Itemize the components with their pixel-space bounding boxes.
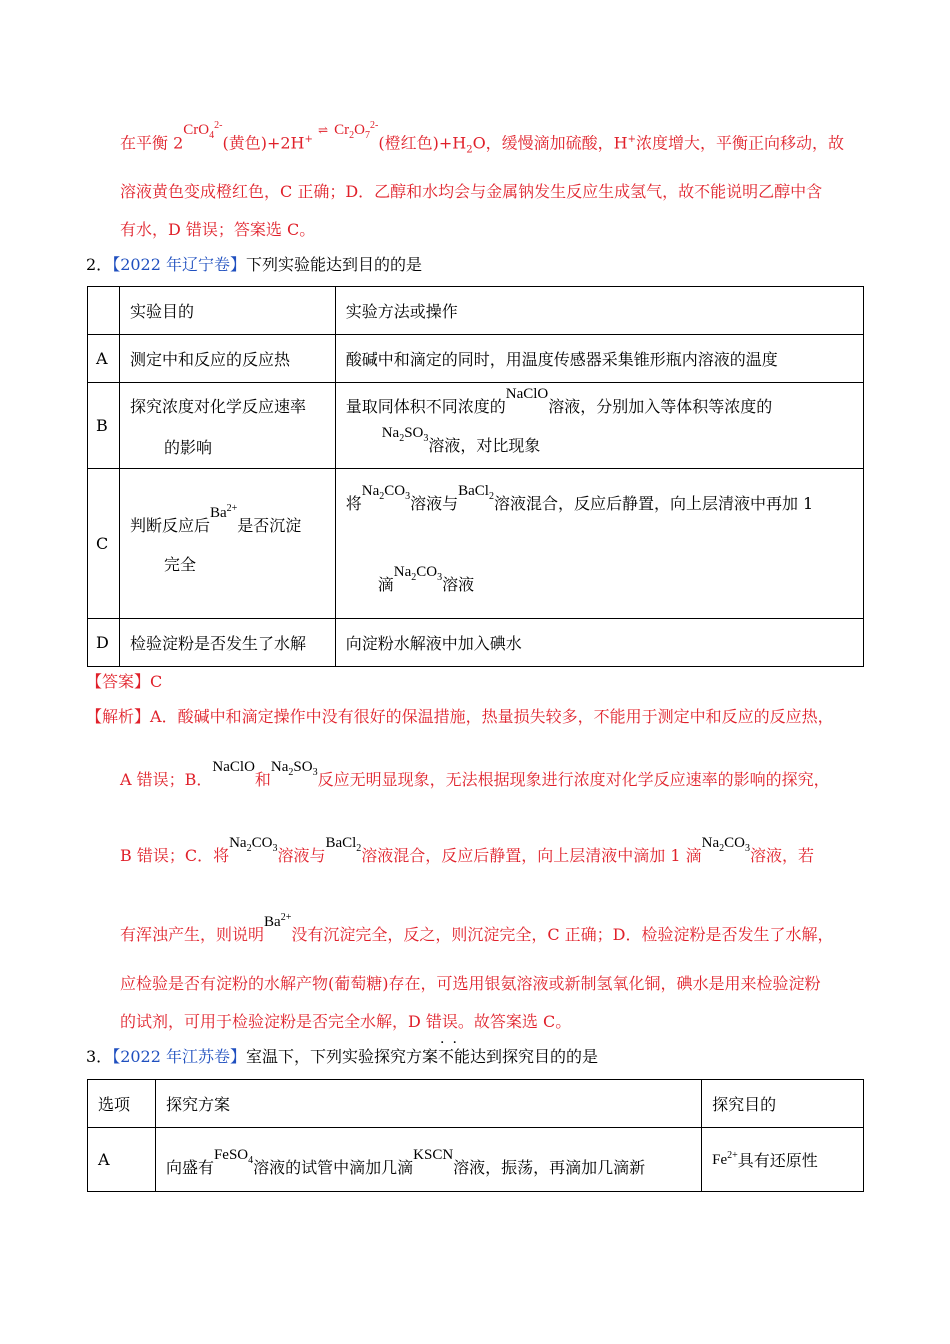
q3-heading: 3．【2022 年江苏卷】室温下，下列实验探究方案 ·· 不能达到探究目的的是 [86,1035,599,1066]
row-key: D [88,619,120,667]
header-cell: 实验方法或操作 [335,287,863,335]
chem-cro4: CrO$_4^{2-}$ [183,120,223,142]
q2-analysis-line2: A 错误；B．NaClO和$Na_2SO_3$反应无明显现象，无法根据现象进行浓度对化学反应速率的影响的探究， [120,759,830,789]
table-row [88,335,864,383]
row-method: 量取同体积不同浓度的NaClO溶液，分别加入等体积等浓度的 $Na_2SO_3$溶液，对比现象 [335,383,863,469]
chem-bacl2: BaCl$_2$ [458,482,494,502]
table-row [88,1128,864,1192]
row-key: A [88,335,120,383]
chem-na2co3: $Na_2CO_3$ [701,835,750,854]
chem-na2co3: $Na_2CO_3$ [361,482,411,502]
row-key: B [88,383,120,469]
chem-ba-ion: $Ba^{2+}$ [264,912,292,930]
header-cell: 探究目的 [702,1080,864,1128]
chem-cr2o7: $Cr_2O_7^{2-}$ [334,120,379,142]
row-method: 将$Na_2CO_3$溶液与BaCl$_2$溶液混合，反应后静置，向上层清液中再加 1 滴$Na_2CO_3$溶液 [335,469,863,619]
row-method: 向盛有FeSO$_4$溶液的试管中滴加几滴KSCN溶液，振荡，再滴加几滴新 [155,1128,701,1192]
row-key: A [88,1128,156,1192]
table-header-row [88,287,864,335]
q2-analysis-line6: 的试剂，可用于检验淀粉是否完全水解，D 错误。故答案选 C。 [120,1012,572,1031]
row-method: 向淀粉水解液中加入碘水 [335,619,863,667]
table-header-row [88,1080,864,1128]
chem-fe-ion: $Fe^{2+}$ [712,1150,738,1168]
chem-feso4: FeSO$_4$ [213,1147,254,1166]
q2-heading: 2．【2022 年辽宁卷】下列实验能达到目的的是 [86,255,423,274]
q2-analysis-line1: 【解析】A．酸碱中和滴定操作中没有很好的保温措施，热量损失较多，不能用于测定中和反应的反应热， [86,707,834,726]
chem-bacl2: BaCl$_2$ [325,835,362,854]
q2-source-tag: 【2022 年辽宁卷】 [112,255,246,274]
q1-explain-line1: 在平衡 2CrO$_4^{2-}$(黄色)+2H+ ⇌ $Cr_2O_7^{2-}$(橙红色)$+H_2O$，缓慢滴加硫酸，H+浓度增大，平衡正向移动，故 [120,120,845,156]
row-purpose: 探究浓度对化学反应速率 的影响 [119,383,335,469]
table-row [88,619,864,667]
header-cell [88,287,120,335]
q1-explain-line3: 有水，D 错误；答案选 C。 [120,220,316,239]
q1-explain-line2: 溶液黄色变成橙红色，C 正确；D．乙醇和水均会与金属钠发生反应生成氢气，故不能说明乙醇中含 [120,182,823,201]
header-cell: 选项 [88,1080,156,1128]
chem-na2so3: $Na_2SO_3$ [381,424,429,444]
q3-source-tag: 【2022 年江苏卷】 [112,1047,246,1066]
row-goal: $Fe^{2+}$具有还原性 [702,1128,864,1192]
q2-analysis-line3: B 错误；C．将$Na_2CO_3$溶液与BaCl$_2$溶液混合，反应后静置，向上层清液中滴加 1 滴$Na_2CO_3$溶液，若 [120,835,815,865]
chem-na2co3: $Na_2CO_3$ [393,563,443,583]
chem-naclo: NaClO [212,759,255,775]
equilibrium-arrow-icon: ⇌ [317,123,330,138]
chem-ba-ion: $Ba^{2+}$ [209,502,238,521]
q2-analysis-line5: 应检验是否有淀粉的水解产物(葡萄糖)存在，可选用银氨溶液或新制氢氧化铜，碘水是用来检验淀粉 [120,974,821,993]
row-purpose: 测定中和反应的反应热 [119,335,335,383]
chem-na2so3: $Na_2SO_3$ [270,759,318,778]
table-row [88,383,864,469]
table-row [88,469,864,619]
chem-kscn: KSCN [413,1147,454,1163]
header-cell: 实验目的 [119,287,335,335]
row-purpose: 判断反应后$Ba^{2+}$是否沉淀 完全 [119,469,335,619]
emphasis-text: ·· 不能 [438,1035,471,1066]
header-cell: 探究方案 [155,1080,701,1128]
row-method: 酸碱中和滴定的同时，用温度传感器采集锥形瓶内溶液的温度 [335,335,863,383]
chem-naclo: NaClO [505,385,549,402]
q2-analysis-line4: 有浑浊产生，则说明$Ba^{2+}$没有沉淀完全，反之，则沉淀完全，C 正确；D．检验淀粉是否发生了水解， [120,912,834,944]
q2-table [87,286,864,667]
row-purpose: 检验淀粉是否发生了水解 [119,619,335,667]
row-key: C [88,469,120,619]
chem-na2co3: $Na_2CO_3$ [229,835,278,854]
q2-answer: 【答案】C [86,672,163,691]
q3-table [87,1079,864,1192]
